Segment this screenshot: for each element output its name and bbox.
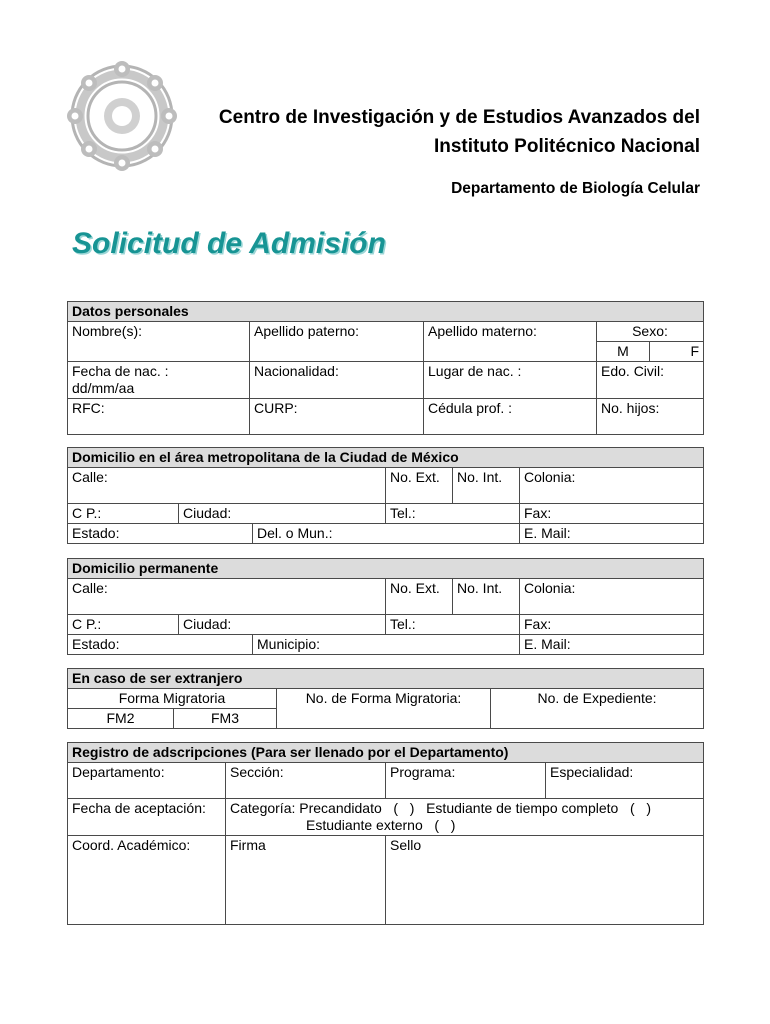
no-ext-field[interactable]: No. Ext. (386, 579, 453, 615)
estado-field[interactable]: Estado: (68, 635, 253, 655)
institution-name-line2: Instituto Politécnico Nacional (433, 136, 700, 157)
apellido-paterno-field[interactable]: Apellido paterno: (250, 322, 424, 362)
apellido-materno-field[interactable]: Apellido materno: (424, 322, 597, 362)
cp-field[interactable]: C P.: (68, 504, 179, 524)
sexo-m-option[interactable]: M (597, 342, 650, 362)
firma-field[interactable]: Firma (226, 836, 386, 925)
calle-field[interactable]: Calle: (68, 468, 386, 504)
section-title: En caso de ser extranjero (68, 669, 704, 689)
forma-migratoria-label: Forma Migratoria (68, 689, 277, 709)
section-title: Datos personales (68, 302, 704, 322)
document-title: Solicitud de Admisión (72, 227, 386, 260)
sello-field[interactable]: Sello (386, 836, 704, 925)
no-hijos-field[interactable]: No. hijos: (597, 399, 704, 435)
section-title: Registro de adscripciones (Para ser llenado por el Departamento) (68, 743, 704, 763)
fecha-format-hint: dd/mm/aa (72, 380, 135, 396)
fecha-nac-label: Fecha de nac. : (72, 363, 169, 379)
rfc-field[interactable]: RFC: (68, 399, 250, 435)
categoria-line2: Estudiante externo ( ) (306, 817, 456, 833)
email-field[interactable]: E. Mail: (520, 635, 704, 655)
section-title: Domicilio en el área metropolitana de la Ciudad de México (68, 448, 704, 468)
sexo-label: Sexo: (597, 322, 704, 342)
calle-field[interactable]: Calle: (68, 579, 386, 615)
nombre-field[interactable]: Nombre(s): (68, 322, 250, 362)
permanent-address-table (67, 558, 704, 655)
especialidad-field[interactable]: Especialidad: (546, 763, 704, 799)
tel-field[interactable]: Tel.: (386, 615, 520, 635)
categoria-field[interactable] (226, 799, 704, 836)
departamento-field[interactable]: Departamento: (68, 763, 226, 799)
institution-name-line1: Centro de Investigación y de Estudios Avanzados del (218, 107, 700, 128)
cedula-field[interactable]: Cédula prof. : (424, 399, 597, 435)
no-ext-field[interactable]: No. Ext. (386, 468, 453, 504)
fm2-option[interactable]: FM2 (68, 709, 174, 729)
coord-academico-field[interactable]: Coord. Académico: (68, 836, 226, 925)
lugar-nac-field[interactable]: Lugar de nac. : (424, 362, 597, 399)
fecha-aceptacion-field[interactable]: Fecha de aceptación: (68, 799, 226, 836)
department-name: Departamento de Biología Celular (451, 180, 700, 197)
no-int-field[interactable]: No. Int. (453, 468, 520, 504)
edo-civil-field[interactable]: Edo. Civil: (597, 362, 704, 399)
colonia-field[interactable]: Colonia: (520, 579, 704, 615)
personal-data-table (67, 301, 704, 435)
estado-field[interactable]: Estado: (68, 524, 253, 544)
nacionalidad-field[interactable]: Nacionalidad: (250, 362, 424, 399)
no-forma-migratoria-field[interactable]: No. de Forma Migratoria: (277, 689, 491, 729)
sexo-f-option[interactable]: F (650, 342, 704, 362)
ciudad-field[interactable]: Ciudad: (179, 615, 386, 635)
tel-field[interactable]: Tel.: (386, 504, 520, 524)
fecha-nac-field[interactable] (68, 362, 250, 399)
registration-table (67, 742, 704, 925)
municipio-field[interactable]: Municipio: (253, 635, 520, 655)
fax-field[interactable]: Fax: (520, 504, 704, 524)
email-field[interactable]: E. Mail: (520, 524, 704, 544)
no-expediente-field[interactable]: No. de Expediente: (491, 689, 704, 729)
cinvestav-logo (66, 60, 178, 172)
seccion-field[interactable]: Sección: (226, 763, 386, 799)
no-int-field[interactable]: No. Int. (453, 579, 520, 615)
programa-field[interactable]: Programa: (386, 763, 546, 799)
colonia-field[interactable]: Colonia: (520, 468, 704, 504)
categoria-line1: Categoría: Precandidato ( ) Estudiante de tiempo completo ( ) (230, 800, 651, 816)
section-title: Domicilio permanente (68, 559, 704, 579)
curp-field[interactable]: CURP: (250, 399, 424, 435)
fm3-option[interactable]: FM3 (174, 709, 277, 729)
fax-field[interactable]: Fax: (520, 615, 704, 635)
foreigner-table (67, 668, 704, 729)
del-mun-field[interactable]: Del. o Mun.: (253, 524, 520, 544)
metro-address-table (67, 447, 704, 544)
cp-field[interactable]: C P.: (68, 615, 179, 635)
ciudad-field[interactable]: Ciudad: (179, 504, 386, 524)
